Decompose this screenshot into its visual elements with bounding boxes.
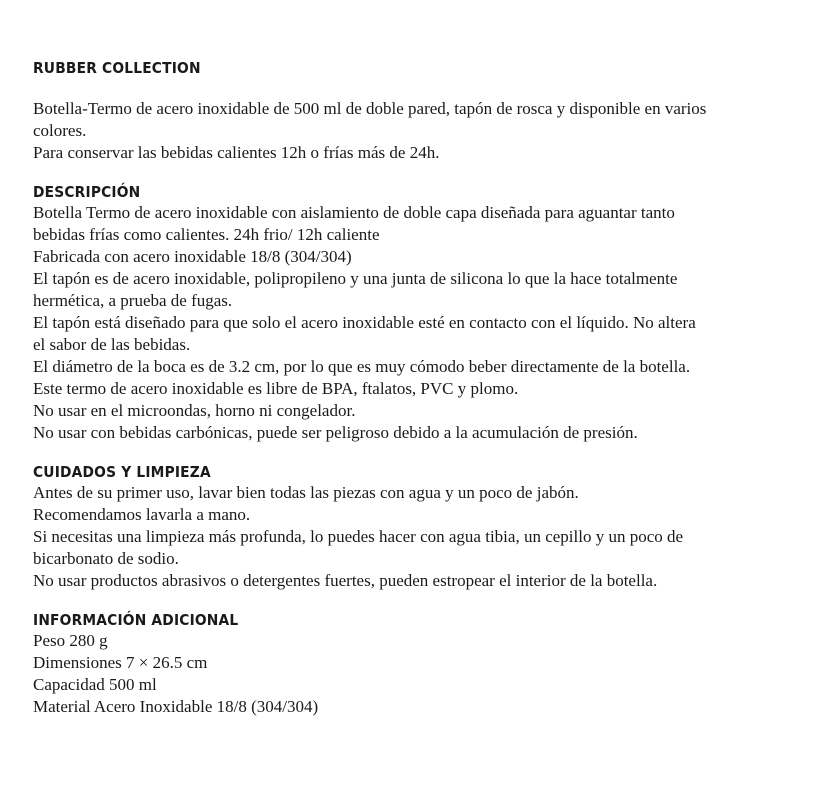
text-line: Botella-Termo de acero inoxidable de 500 ml de doble pared, tapón de rosca y disponible en varios <box>33 99 707 118</box>
text-line: No usar con bebidas carbónicas, puede ser peligroso debido a la acumulación de presión. <box>33 423 638 442</box>
section-heading: DESCRIPCIÓN <box>33 183 141 201</box>
section-heading: INFORMACIÓN ADICIONAL <box>33 611 239 629</box>
text-line: bebidas frías como calientes. 24h frio/ 12h caliente <box>33 225 380 244</box>
product-info-document <box>33 58 793 718</box>
text-line: No usar productos abrasivos o detergentes fuertes, pueden estropear el interior de la botella. <box>33 571 658 590</box>
spec-capacity: Capacidad 500 ml <box>33 675 157 694</box>
section-cuidados-y-limpieza <box>33 462 793 592</box>
text-line: Botella Termo de acero inoxidable con aislamiento de doble capa diseñada para aguantar tanto <box>33 203 675 222</box>
text-line: colores. <box>33 121 87 140</box>
spec-material: Material Acero Inoxidable 18/8 (304/304) <box>33 697 319 716</box>
text-line: bicarbonato de sodio. <box>33 549 179 568</box>
section-descripcion <box>33 182 793 444</box>
spec-weight: Peso 280 g <box>33 631 108 650</box>
text-line: el sabor de las bebidas. <box>33 335 191 354</box>
text-line: El diámetro de la boca es de 3.2 cm, por lo que es muy cómodo beber directamente de la botella. <box>33 357 691 376</box>
spec-dimensions: Dimensiones 7 × 26.5 cm <box>33 653 208 672</box>
text-line: Recomendamos lavarla a mano. <box>33 505 251 524</box>
text-line: Para conservar las bebidas calientes 12h o frías más de 24h. <box>33 143 440 162</box>
section-heading: CUIDADOS Y LIMPIEZA <box>33 463 211 481</box>
text-line: No usar en el microondas, horno ni congelador. <box>33 401 356 420</box>
text-line: Este termo de acero inoxidable es libre de BPA, ftalatos, PVC y plomo. <box>33 379 519 398</box>
text-line: Antes de su primer uso, lavar bien todas las piezas con agua y un poco de jabón. <box>33 483 579 502</box>
text-line: Si necesitas una limpieza más profunda, lo puedes hacer con agua tibia, un cepillo y un poco de <box>33 527 684 546</box>
text-line: El tapón es de acero inoxidable, polipropileno y una junta de silicona lo que la hace totalmente <box>33 269 678 288</box>
text-line: Fabricada con acero inoxidable 18/8 (304/304) <box>33 247 352 266</box>
section-informacion-adicional <box>33 610 793 718</box>
text-line: El tapón está diseñado para que solo el acero inoxidable esté en contacto con el líquido. No altera <box>33 313 696 332</box>
section-rubber-collection <box>33 58 793 164</box>
text-line: hermética, a prueba de fugas. <box>33 291 233 310</box>
section-heading: RUBBER COLLECTION <box>33 59 201 77</box>
